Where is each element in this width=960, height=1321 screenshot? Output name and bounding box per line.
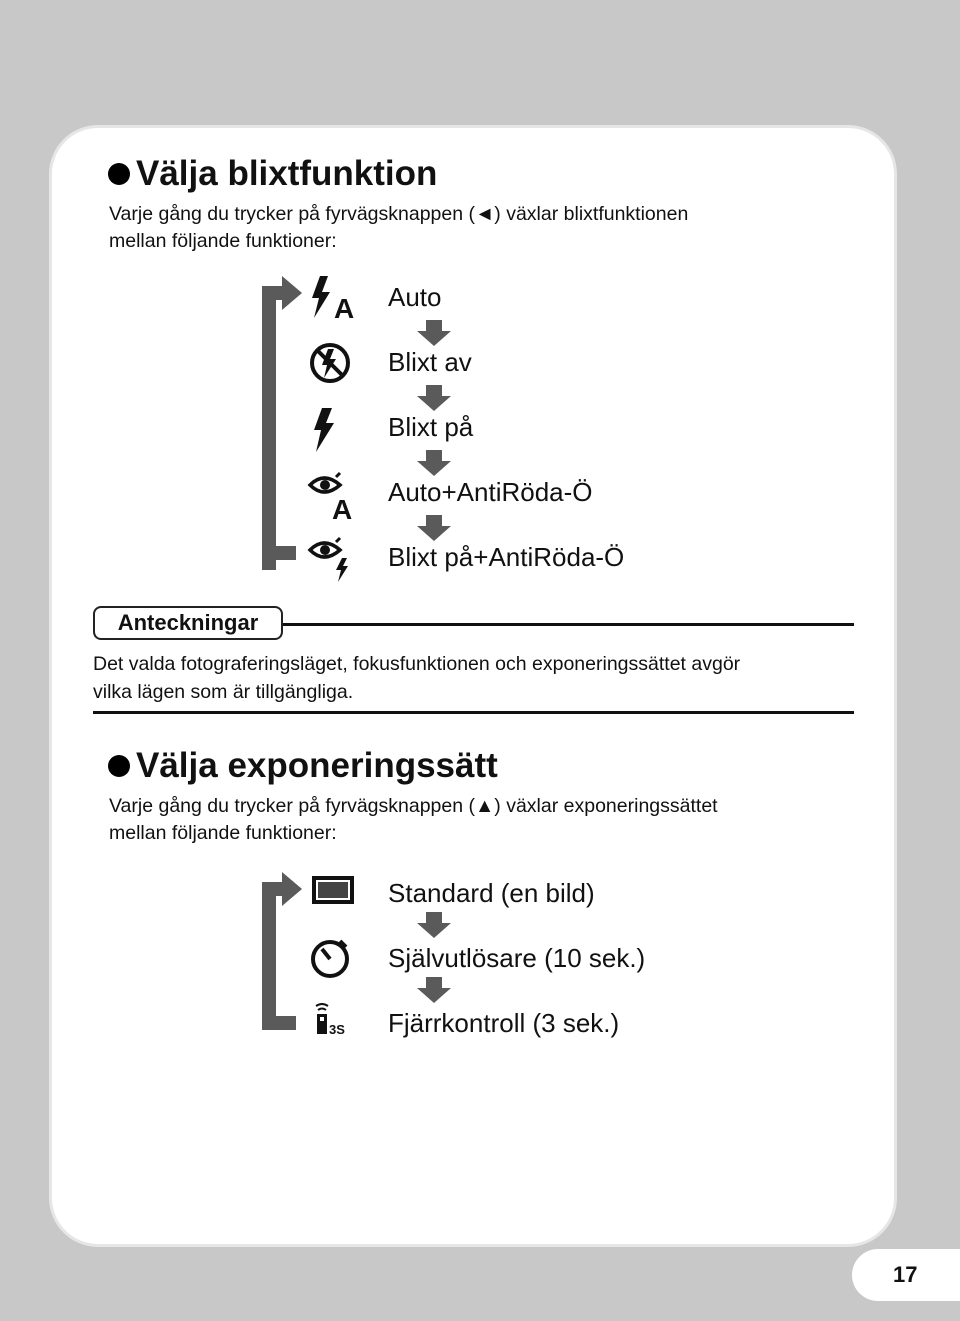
drive-section-title <box>108 746 498 786</box>
flash-on-icon <box>306 406 362 460</box>
self-timer-icon <box>306 937 362 991</box>
drive-intro-line-2: mellan följande funktioner: <box>109 822 337 844</box>
notes-top-rule <box>280 623 854 626</box>
flash-option-label: Blixt på <box>388 412 474 442</box>
single-frame-icon <box>306 872 362 926</box>
page-number: 17 <box>893 1262 918 1287</box>
drive-option-label: Fjärrkontroll (3 sek.) <box>388 1008 620 1038</box>
svg-text:A: A <box>332 494 353 525</box>
bullet-icon <box>108 755 130 777</box>
arrow-down-icon <box>417 977 451 1003</box>
flash-option-on <box>262 406 782 450</box>
drive-option-standard <box>262 872 782 916</box>
remote-3s-icon <box>306 1002 362 1056</box>
notes-tag: Anteckningar <box>93 606 283 640</box>
drive-option-self-timer <box>262 937 782 981</box>
drive-intro <box>109 793 718 847</box>
drive-option-label: Standard (en bild) <box>388 878 595 908</box>
notes-line-2: vilka lägen som är tillgängliga. <box>93 681 354 703</box>
remote-3s-label: 3S <box>329 1022 345 1037</box>
flash-option-label: Blixt av <box>388 347 472 377</box>
flash-section-title <box>108 154 437 194</box>
notes-line-1: Det valda fotograferingsläget, fokusfunktionen och exponeringssättet avgör <box>93 653 741 675</box>
flash-intro-line-2: mellan följande funktioner: <box>109 230 337 252</box>
red-eye-flash-icon <box>306 536 362 590</box>
flash-auto-icon <box>306 276 362 330</box>
arrow-down-icon <box>417 912 451 938</box>
flash-option-label: Auto+AntiRöda-Ö <box>388 477 593 507</box>
flash-off-icon <box>306 341 362 395</box>
flash-option-red-eye-auto <box>262 471 782 525</box>
flash-option-red-eye-on <box>262 536 782 580</box>
drive-option-label: Självutlösare (10 sek.) <box>388 943 646 973</box>
bullet-icon <box>108 163 130 185</box>
flash-intro <box>109 201 688 255</box>
flash-option-label: Auto <box>388 282 442 312</box>
notes-text <box>93 650 740 706</box>
flash-title-text: Välja blixtfunktion <box>136 154 438 193</box>
drive-intro-line-1: Varje gång du trycker på fyrvägsknappen (▲) växlar exponeringssättet <box>109 795 718 817</box>
flash-option-label: Blixt på+AntiRöda-Ö <box>388 542 625 572</box>
drive-title-text: Välja exponeringssätt <box>136 746 498 785</box>
flash-intro-line-1: Varje gång du trycker på fyrvägsknappen (◄) växlar blixtfunktionen <box>109 203 689 225</box>
flash-option-auto <box>262 276 782 324</box>
drive-option-remote <box>262 1002 782 1046</box>
red-eye-auto-icon <box>306 471 362 525</box>
svg-text:A: A <box>334 293 355 324</box>
flash-option-off <box>262 341 782 385</box>
notes-bottom-rule <box>93 711 854 714</box>
